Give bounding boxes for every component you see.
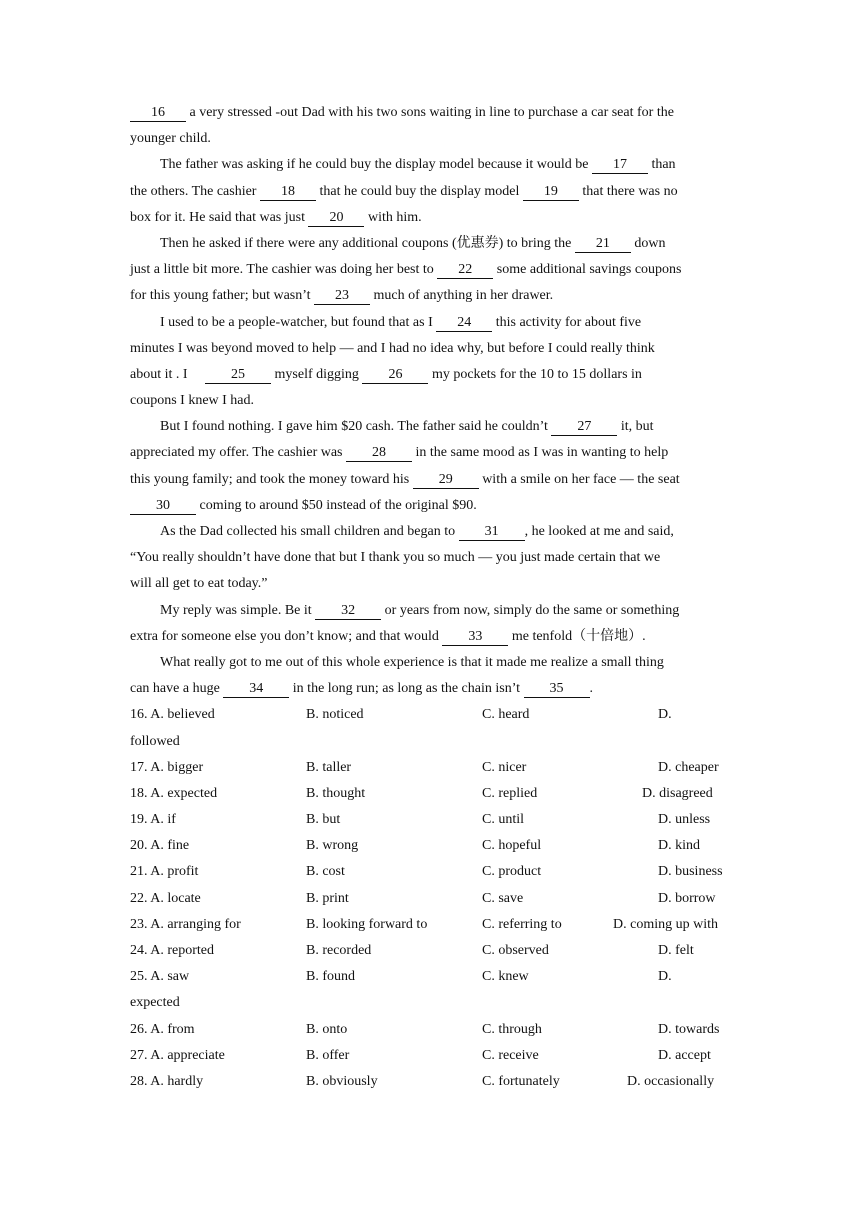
text: me tenfold（十倍地）. — [508, 628, 646, 644]
passage-line — [130, 152, 732, 178]
text: , he looked at me and said, — [524, 524, 674, 539]
blank-30: 30 — [130, 498, 196, 515]
option-24-b: B. recorded — [306, 943, 372, 958]
option-18-b: B. thought — [306, 785, 366, 801]
option-26-a: 26. A. from — [130, 1021, 195, 1037]
blank-17: 17 — [592, 157, 648, 174]
text: this young family; and took the money toward his — [130, 471, 413, 487]
option-17-a: 17. A. bigger — [130, 759, 204, 775]
passage-line — [130, 545, 732, 571]
blank-29: 29 — [413, 472, 479, 489]
text: Then he asked if there were any additional coupons (优惠券) to bring the — [160, 235, 575, 251]
text: coupons I knew I had. — [130, 393, 255, 409]
text: down — [630, 235, 666, 251]
option-25-b: B. found — [306, 969, 355, 985]
text: much of anything in her drawer. — [370, 288, 554, 304]
option-16-a: 16. A. believed — [130, 707, 215, 723]
passage-line — [130, 257, 732, 283]
option-row-17 — [130, 755, 732, 781]
passage-line — [130, 388, 732, 414]
worksheet-page — [130, 100, 732, 1095]
text: . — [589, 681, 594, 697]
option-20-c: C. hopeful — [482, 838, 542, 854]
passage-line — [130, 440, 732, 466]
option-27-b: B. offer — [306, 1047, 350, 1063]
option-16-b: B. noticed — [306, 707, 364, 723]
text: just a little bit more. The cashier was doing her best to — [130, 262, 438, 278]
option-19-a: 19. A. if — [130, 812, 176, 828]
passage-line — [130, 100, 732, 126]
blank-18: 18 — [260, 184, 316, 201]
option-row-16 — [130, 702, 732, 728]
option-26-b: B. onto — [306, 1021, 348, 1037]
option-21-a: 21. A. profit — [130, 864, 199, 880]
option-row-23 — [130, 912, 732, 938]
passage-line — [130, 283, 732, 309]
text: that he could buy the display model — [315, 183, 523, 199]
passage-line — [130, 519, 732, 545]
text: appreciated my offer. The cashier was — [130, 445, 347, 461]
passage-line — [130, 676, 732, 702]
option-19-b: B. but — [306, 812, 341, 828]
option-28-a: 28. A. hardly — [130, 1073, 204, 1089]
option-21-c: C. product — [482, 864, 542, 880]
blank-16: 16 — [130, 105, 186, 122]
text: The father was asking if he could buy the display model because it would be — [160, 157, 592, 173]
text: “You really shouldn’t have done that but I thank you so much — you just made certain that we — [130, 550, 661, 566]
text: that there was no — [578, 183, 678, 199]
text: it, but — [617, 419, 654, 435]
text: this activity for about five — [492, 314, 642, 330]
passage-line — [130, 336, 732, 362]
option-25-a: 25. A. saw — [130, 969, 190, 985]
text: But I found nothing. I gave him $20 cash. The father said he couldn’t — [160, 419, 552, 435]
blank-22: 22 — [437, 262, 493, 279]
text: My reply was simple. Be it — [160, 602, 316, 618]
option-22-c: C. save — [482, 890, 524, 906]
option-17-d: D. cheaper — [658, 759, 719, 775]
blank-21: 21 — [575, 236, 631, 253]
option-27-c: C. receive — [482, 1047, 539, 1063]
blank-19: 19 — [523, 184, 579, 201]
blank-26: 26 — [362, 367, 428, 384]
text: with a smile on her face — the seat — [478, 471, 680, 487]
option-row-24 — [130, 938, 732, 964]
text: myself digging — [271, 366, 363, 382]
blank-31: 31 — [459, 524, 525, 541]
passage-line — [130, 598, 732, 624]
option-16-c: C. heard — [482, 707, 530, 723]
option-28-c: C. fortunately — [482, 1073, 560, 1089]
option-21-d: D. business — [658, 864, 723, 880]
text: expected — [130, 995, 180, 1011]
option-20-b: B. wrong — [306, 838, 359, 854]
option-row-26 — [130, 1017, 732, 1043]
text: will all get to eat today.” — [130, 576, 268, 592]
text: some additional savings coupons — [493, 262, 682, 278]
option-16-d-wrap — [130, 729, 732, 755]
text: for this young father; but wasn’t — [130, 288, 315, 304]
option-19-c: C. until — [482, 812, 525, 828]
option-22-a: 22. A. locate — [130, 890, 201, 906]
text: or years from now, simply do the same or something — [381, 602, 680, 618]
text: What really got to me out of this whole experience is that it made me realize a small thing — [160, 654, 664, 670]
blank-32: 32 — [315, 603, 381, 620]
text: a very stressed -out Dad with his two sons waiting in line to purchase a car seat for the — [186, 105, 674, 120]
blank-28: 28 — [346, 445, 412, 462]
option-28-d: D. occasionally — [627, 1073, 715, 1089]
text: can have a huge — [130, 681, 224, 697]
blank-33: 33 — [442, 629, 508, 646]
passage-line — [130, 414, 732, 440]
text: with him. — [364, 209, 422, 225]
option-row-21 — [130, 859, 732, 885]
passage-line — [130, 205, 732, 231]
option-20-a: 20. A. fine — [130, 838, 190, 854]
blank-25: 25 — [205, 367, 271, 384]
option-24-c: C. observed — [482, 943, 549, 958]
option-25-d-wrap — [130, 990, 732, 1016]
option-28-b: B. obviously — [306, 1073, 378, 1089]
blank-23: 23 — [314, 288, 370, 305]
option-17-b: B. taller — [306, 759, 352, 775]
passage-line — [130, 231, 732, 257]
text: I used to be a people-watcher, but found that as I — [160, 314, 437, 330]
text: in the same mood as I was in wanting to help — [412, 445, 669, 461]
passage-line — [130, 493, 732, 519]
blank-34: 34 — [223, 681, 289, 698]
passage-line — [130, 571, 732, 597]
option-row-20 — [130, 833, 732, 859]
option-26-c: C. through — [482, 1021, 542, 1037]
options-list — [130, 702, 732, 1095]
option-23-a: 23. A. arranging for — [130, 916, 241, 932]
blank-20: 20 — [308, 210, 364, 227]
option-18-a: 18. A. expected — [130, 785, 218, 801]
option-24-d: D. felt — [658, 943, 694, 958]
text: box for it. He said that was just — [130, 209, 309, 225]
option-20-d: D. kind — [658, 838, 700, 854]
option-19-d: D. unless — [658, 812, 711, 828]
option-row-25 — [130, 964, 732, 990]
passage-line — [130, 362, 732, 388]
option-row-18 — [130, 781, 732, 807]
text: coming to around $50 instead of the original $90. — [196, 497, 477, 513]
option-18-d: D. disagreed — [642, 785, 713, 801]
text: followed — [130, 733, 180, 749]
text: about it . I — [130, 366, 206, 382]
passage-line — [130, 126, 732, 152]
text: younger child. — [130, 131, 211, 147]
option-22-d: D. borrow — [658, 890, 716, 906]
option-23-d: D. coming up with — [613, 916, 718, 932]
option-21-b: B. cost — [306, 864, 345, 880]
text: extra for someone else you don’t know; and that would — [130, 628, 443, 644]
option-25-d: D. — [658, 969, 672, 985]
option-23-c: C. referring to — [482, 916, 562, 932]
passage-line — [130, 310, 732, 336]
text: my pockets for the 10 to 15 dollars in — [428, 366, 642, 382]
blank-24: 24 — [436, 315, 492, 332]
option-row-28 — [130, 1069, 732, 1095]
text: the others. The cashier — [130, 183, 260, 199]
option-row-27 — [130, 1043, 732, 1069]
blank-27: 27 — [551, 419, 617, 436]
blank-35: 35 — [524, 681, 590, 698]
option-17-c: C. nicer — [482, 759, 527, 775]
option-23-b: B. looking forward to — [306, 916, 428, 932]
passage-line — [130, 650, 732, 676]
option-24-a: 24. A. reported — [130, 943, 214, 958]
passage-line — [130, 179, 732, 205]
text: minutes I was beyond moved to help — and I had no idea why, but before I could really think — [130, 340, 655, 356]
text: in the long run; as long as the chain isn’t — [289, 681, 524, 697]
option-26-d: D. towards — [658, 1021, 720, 1037]
option-18-c: C. replied — [482, 785, 538, 801]
passage-line — [130, 467, 732, 493]
option-25-c: C. knew — [482, 969, 529, 985]
text: than — [647, 157, 676, 173]
option-row-22 — [130, 886, 732, 912]
passage-line — [130, 624, 732, 650]
option-27-a: 27. A. appreciate — [130, 1047, 225, 1063]
option-27-d: D. accept — [658, 1047, 711, 1063]
option-22-b: B. print — [306, 890, 349, 906]
text: As the Dad collected his small children and began to — [160, 524, 459, 539]
option-row-19 — [130, 807, 732, 833]
option-16-d: D. — [658, 707, 672, 723]
